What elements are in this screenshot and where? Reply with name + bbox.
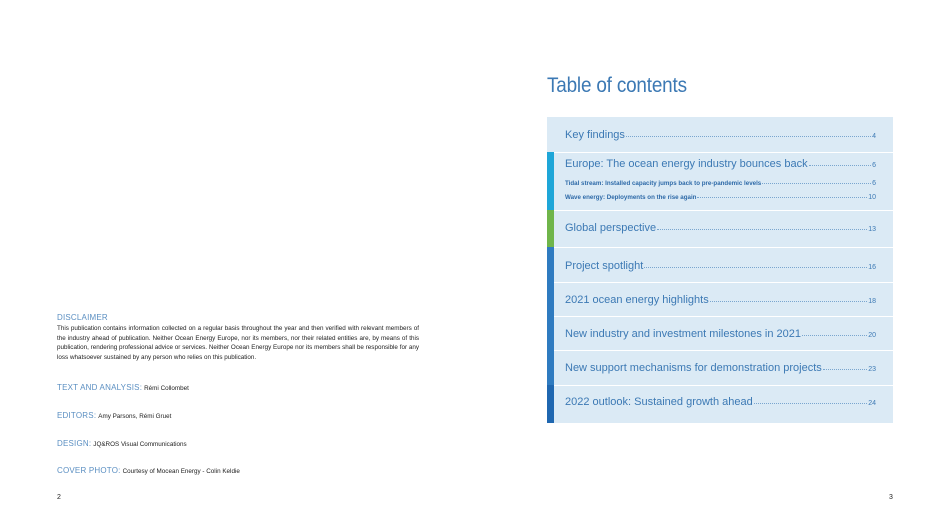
- toc-divider: [554, 152, 893, 153]
- toc-entry-page: 18: [868, 298, 876, 305]
- section-bar-outlook: [547, 385, 554, 423]
- toc-entry-outlook[interactable]: [565, 396, 876, 408]
- toc-divider: [554, 247, 893, 248]
- toc-divider: [554, 350, 893, 351]
- toc-entry-label: Key findings: [565, 129, 625, 141]
- toc-divider: [554, 210, 893, 211]
- toc-entry-industry-milestones[interactable]: [565, 328, 876, 340]
- toc-entry-page: 23: [868, 366, 876, 373]
- toc-entry-page: 16: [868, 264, 876, 271]
- leader-dots: [762, 183, 871, 184]
- toc-entry-highlights[interactable]: [565, 294, 876, 306]
- toc-entry-label: Project spotlight: [565, 260, 644, 272]
- credit-design: [57, 439, 187, 448]
- leader-dots: [754, 403, 867, 404]
- section-bar-global: [547, 210, 554, 247]
- credit-label: TEXT AND ANALYSIS:: [57, 383, 143, 392]
- leader-dots: [626, 136, 871, 137]
- toc-title: Table of contents: [547, 74, 687, 97]
- toc-entry-page: 24: [868, 400, 876, 407]
- toc-entry-label: New industry and investment milestones in 2021: [565, 328, 802, 340]
- toc-entry-label: 2022 outlook: Sustained growth ahead: [565, 396, 753, 408]
- page-number-right: 3: [889, 494, 893, 501]
- toc-entry-tidal-stream[interactable]: [565, 180, 876, 187]
- credit-label: EDITORS:: [57, 411, 97, 420]
- toc-entry-page: 13: [868, 226, 876, 233]
- toc-divider: [554, 385, 893, 386]
- page-number-left: 2: [57, 494, 61, 501]
- leader-dots: [823, 369, 867, 370]
- toc-entry-global-perspective[interactable]: [565, 222, 876, 234]
- credit-value: Rémi Collombet: [144, 385, 189, 392]
- credit-label: COVER PHOTO:: [57, 466, 121, 475]
- toc-entry-page: 6: [872, 180, 876, 187]
- leader-dots: [809, 165, 872, 166]
- toc-entry-wave-energy[interactable]: [565, 194, 876, 201]
- toc-divider: [554, 282, 893, 283]
- credit-value: Amy Parsons, Rémi Gruet: [98, 413, 172, 420]
- toc-entry-label: New support mechanisms for demonstration projects: [565, 362, 822, 374]
- credit-label: DESIGN:: [57, 439, 92, 448]
- disclaimer-title: DISCLAIMER: [57, 313, 108, 322]
- toc-entry-key-findings[interactable]: [565, 129, 876, 141]
- leader-dots: [802, 335, 867, 336]
- toc-divider: [554, 316, 893, 317]
- credit-editors: [57, 411, 171, 420]
- toc-entry-label: 2021 ocean energy highlights: [565, 294, 709, 306]
- section-bar-spotlight: [547, 247, 554, 385]
- toc-entry-support-mechanisms[interactable]: [565, 362, 876, 374]
- section-bar-europe: [547, 152, 554, 210]
- credit-text-analysis: [57, 383, 189, 392]
- credit-cover-photo: [57, 466, 240, 475]
- leader-dots: [710, 301, 867, 302]
- credit-value: Courtesy of Mocean Energy - Colin Keldie: [122, 468, 240, 475]
- toc-entry-project-spotlight[interactable]: [565, 260, 876, 272]
- leader-dots: [697, 197, 867, 198]
- toc-entry-page: 6: [872, 162, 876, 169]
- toc-entry-label: Wave energy: Deployments on the rise again: [565, 194, 697, 201]
- toc-entry-page: 10: [868, 194, 876, 201]
- leader-dots: [657, 229, 867, 230]
- toc-entry-europe[interactable]: [565, 158, 876, 170]
- credit-value: JQ&ROS Visual Communications: [93, 441, 187, 448]
- disclaimer-body: This publication contains information collected on a regular basis throughout the year and then verified with relevant members of the industry ahead of publication. Neither Ocean Energy Europe, nor its members, nor their related entities are, by means of this publication, rendering professional advice or services. Neither Ocean Energy Europe nor its members shall be responsible for any loss whatsoever sustained by any person who relies on this publication.: [57, 325, 419, 361]
- toc-entry-label: Tidal stream: Installed capacity jumps back to pre-pandemic levels: [565, 180, 762, 187]
- toc-entry-label: Global perspective: [565, 222, 657, 234]
- toc-entry-page: 20: [868, 332, 876, 339]
- toc-entry-label: Europe: The ocean energy industry bounces back: [565, 158, 808, 170]
- disclaimer-block: [57, 313, 419, 362]
- toc-entry-page: 4: [872, 133, 876, 140]
- leader-dots: [644, 267, 867, 268]
